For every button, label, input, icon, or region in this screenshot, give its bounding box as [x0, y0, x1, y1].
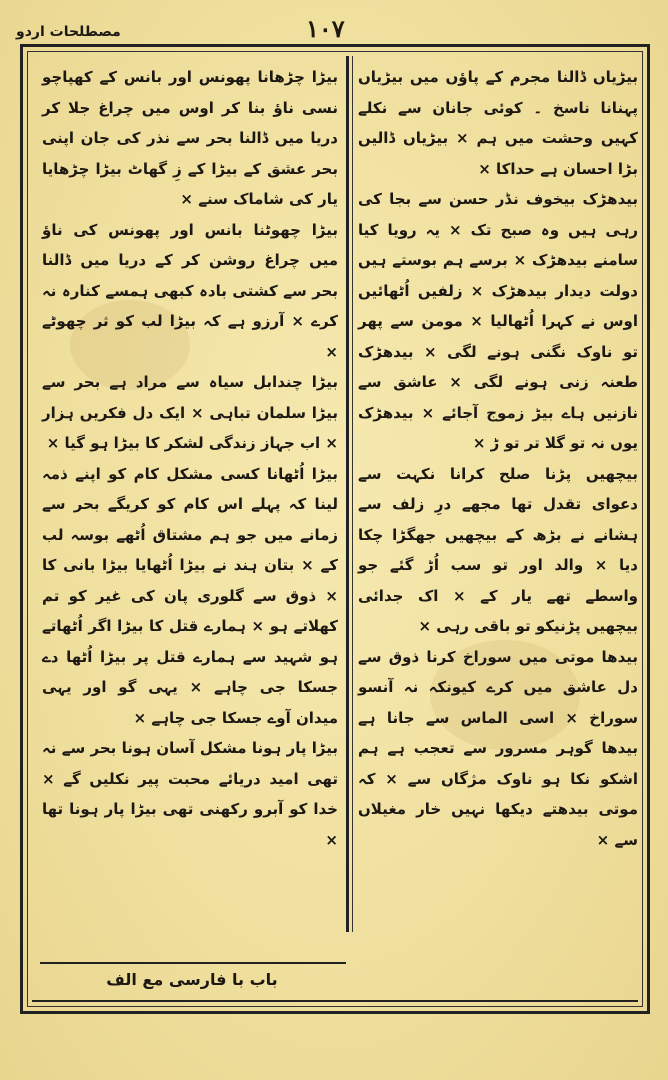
chapter-heading: باب با فارسی مع الف	[106, 970, 278, 989]
entry-paragraph: بیدھا موتی میں سوراخ کرنا ذوق سے دل عاشق میں کرے کیونکہ نہ آنسو سوراخ × اسی الماس سے جانا ہے بیدھا گوہر مسرور سے تعجب ہے ہم اشکو نکا ہو ناوک مژگاں سے × کہ موتی بیدھتے دیکھا نہیں خار مغیلاں سے ×	[358, 647, 638, 849]
left-column	[42, 62, 338, 855]
chapter-footer	[32, 932, 638, 1002]
entry-paragraph: بیچھیں پڑنا صلح کرانا نکہت سے دعوای تقدل تھا مجھے درِ زلف سے ہشانے نے بڑھ کے بیچھیں جھگڑا چکا دیا × والد اور تو سب اُڑ گئے جو واسطے تھے یار کے × اک جدائی بیچھیں پڑنیکو تو باقی رہی ×	[358, 464, 638, 635]
entry-paragraph: بیڑا چندابل سیاہ سے مراد ہے بحر سے بیڑا سلمان تباہی × ایک دل فکریں ہزار × اب جہاز زندگی لشکر کا بیڑا ہو گیا ×	[42, 373, 338, 452]
entry-paragraph: بیدھڑک بیخوف نڈر حسن سے بجا کی رہی ہیں وہ صبح تک × یہ رویا کیا سامنے بیدھڑک × برسے ہم بوستے ہیں دولت دیدار بیدھڑک × زلفیں اُٹھائیں اوس نے کہرا اُٹھالیا × مومن سے پھر تو ناوک نگنی ہونے لگی × بیدھڑک طعنہ زنی ہونے لگی × عاشق سے نازنیں ہاے بیڑ زموج آجائے × بیدھڑک یوں نہ تو گلا تر تو ڑ ×	[358, 190, 638, 452]
bottom-rule	[32, 1000, 638, 1002]
page-number: ۱۰۷	[306, 14, 345, 43]
entry-paragraph: بیڑیاں ڈالنا مجرم کے پاؤں میں بیڑیاں پہنانا ناسخ ۔ کوئی جانان سے نکلے کہیں وحشت میں ہم × بیڑیاں ڈالیں بڑا احسان ہے حداکا ×	[358, 68, 638, 178]
entry-paragraph: بیڑا پار ہونا مشکل آسان ہونا بحر سے نہ تھی امید دریائے محبت پیر نکلیں گے × خدا کو آبرو رکھنی تھی بیڑا پار ہونا تھا ×	[42, 739, 338, 849]
page-frame	[20, 44, 650, 1014]
right-column	[358, 62, 638, 855]
text-frame-inner	[27, 51, 643, 1007]
column-divider-inner	[352, 56, 353, 932]
entry-paragraph: بیڑا چڑھانا پھونس اور بانس کے کھپاچو نسی ناؤ بنا کر اوس میں چراغ جلا کر دریا میں ڈالنا بحر سے نذر کی جان اپنی بحر عشق کے بیڑا کے زِ گھاٹ بیڑا چڑھایا یار کی شاماک سنے ×	[42, 68, 338, 208]
entry-paragraph: بیڑا چھوٹنا بانس اور پھونس کی ناؤ میں چراغ روشن کر کے دریا میں ڈالنا بحر سے کشتی بادہ کبھی ہمسے کنارہ نہ کرے × آرزو ہے کہ بیڑا لب کو ثر چھوٹے ×	[42, 220, 338, 361]
running-title: مصطلحات اردو	[16, 24, 121, 40]
heading-rule	[40, 962, 346, 964]
entry-paragraph: بیڑا اُٹھانا کسی مشکل کام کو اپنے ذمہ لینا کہ پہلے اس کام کو کریگے بحر سے زمانے میں جو ہم مشتاق اُٹھے بوسہ لب کے × بتان ہند نے بیڑا اُٹھایا بیڑا بانی کا × ذوق سے گلوری پان کی غیر کو تم کھلاتے ہو × ہمارے قتل کا بیڑا اگر اُٹھاتے ہو شہید سے ہمارے قتل پر بیڑا اُٹھا دے جسکا جی چاہے × یہی گو اور یہی میدان آوے جسکا جی چاہے ×	[42, 464, 338, 727]
column-divider	[346, 56, 349, 932]
